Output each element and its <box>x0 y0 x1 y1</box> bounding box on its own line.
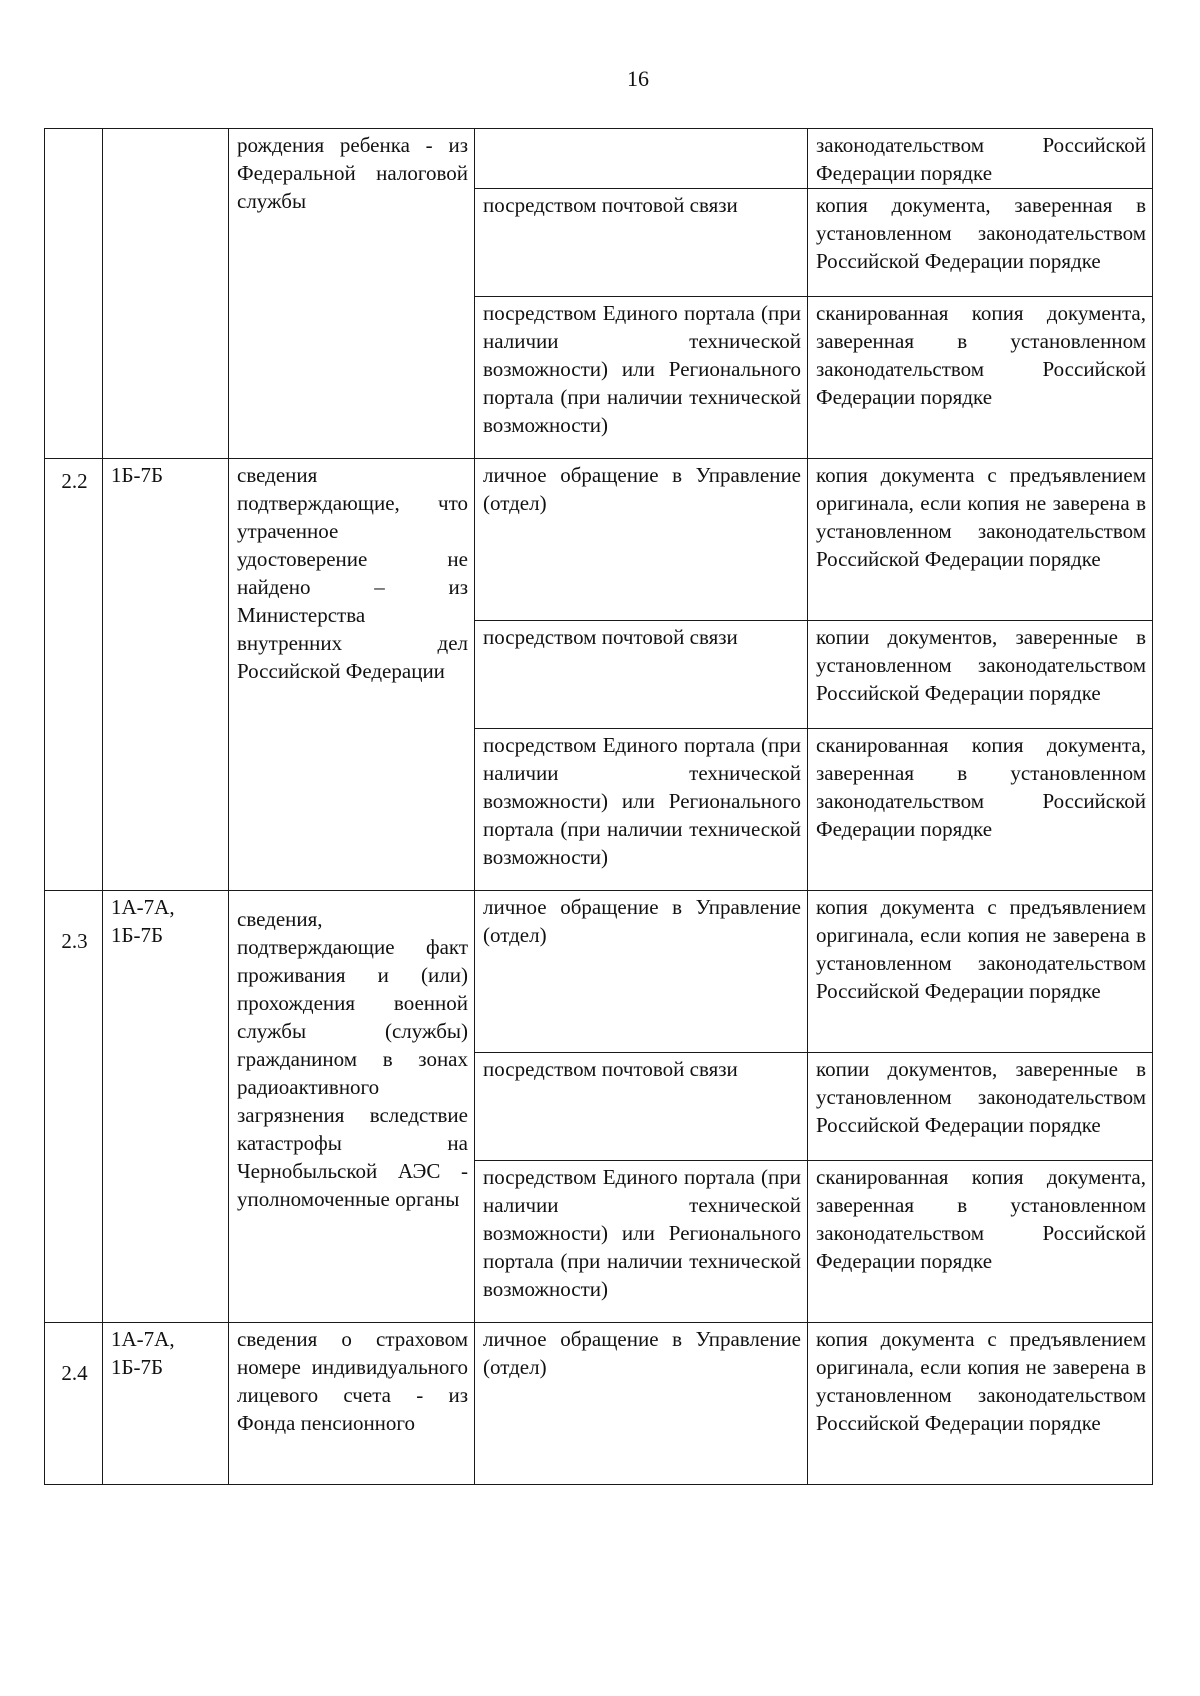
row-document: сведения, подтверждающие факт проживания и (или) прохождения военной службы (службы) гражданином в зонах радиоактивного загрязнения вследствие катастрофы на Чернобыльской АЭС - уполномоченные органы <box>229 891 475 1323</box>
submission-way-cell: посредством почтовой связи <box>475 621 808 729</box>
row-categories: 1А-7А, 1Б-7Б <box>103 1323 229 1485</box>
document-form-cell: копия документа с предъявлением оригинала, если копия не заверена в установленном законодательством Российской Федерации порядке <box>808 1323 1153 1485</box>
submission-way-cell: посредством почтовой связи <box>475 1053 808 1161</box>
submission-way-cell <box>475 129 808 189</box>
row-number: 2.3 <box>45 891 103 1323</box>
row-document: сведения о страховом номере индивидуального лицевого счета - из Фонда пенсионного <box>229 1323 475 1485</box>
row-document: сведения подтверждающие, что утраченное удостоверение не найдено – из Министерства внутренних дел Российской Федерации <box>229 459 475 891</box>
document-form-cell: сканированная копия документа, заверенная в установленном законодательством Российской Федерации порядке <box>808 1161 1153 1323</box>
row-categories: 1А-7А, 1Б-7Б <box>103 891 229 1323</box>
table-row <box>45 1323 1153 1485</box>
page-number: 16 <box>627 66 649 91</box>
row-number: 2.4 <box>45 1323 103 1485</box>
document-form-cell: копия документа с предъявлением оригинала, если копия не заверена в установленном законодательством Российской Федерации порядке <box>808 459 1153 621</box>
document-form-cell: копии документов, заверенные в установленном законодательством Российской Федерации порядке <box>808 621 1153 729</box>
submission-way-cell: личное обращение в Управление (отдел) <box>475 891 808 1053</box>
submission-way-cell: личное обращение в Управление (отдел) <box>475 459 808 621</box>
table-row <box>45 891 1153 1053</box>
submission-way-cell: посредством Единого портала (при наличии технической возможности) или Регионального портала (при наличии технической возможности) <box>475 297 808 459</box>
table-row <box>45 459 1153 621</box>
submission-way-cell: личное обращение в Управление (отдел) <box>475 1323 808 1485</box>
document-form-cell: сканированная копия документа, заверенная в установленном законодательством Российской Федерации порядке <box>808 297 1153 459</box>
number-cell <box>45 129 103 459</box>
documents-table <box>44 128 1153 1485</box>
document-form-cell: копия документа с предъявлением оригинала, если копия не заверена в установленном законодательством Российской Федерации порядке <box>808 891 1153 1053</box>
document-cell: рождения ребенка - из Федеральной налоговой службы <box>229 129 475 459</box>
document-form-cell: копии документов, заверенные в установленном законодательством Российской Федерации порядке <box>808 1053 1153 1161</box>
categories-cell <box>103 129 229 459</box>
table-row <box>45 129 1153 189</box>
submission-way-cell: посредством Единого портала (при наличии технической возможности) или Регионального портала (при наличии технической возможности) <box>475 1161 808 1323</box>
submission-way-cell: посредством Единого портала (при наличии технической возможности) или Регионального портала (при наличии технической возможности) <box>475 729 808 891</box>
submission-way-cell: посредством почтовой связи <box>475 189 808 297</box>
document-form-cell: сканированная копия документа, заверенная в установленном законодательством Российской Федерации порядке <box>808 729 1153 891</box>
row-number: 2.2 <box>45 459 103 891</box>
document-form-cell: копия документа, заверенная в установленном законодательством Российской Федерации порядке <box>808 189 1153 297</box>
document-form-cell: законодательством Российской Федерации порядке <box>808 129 1153 189</box>
row-categories: 1Б-7Б <box>103 459 229 891</box>
